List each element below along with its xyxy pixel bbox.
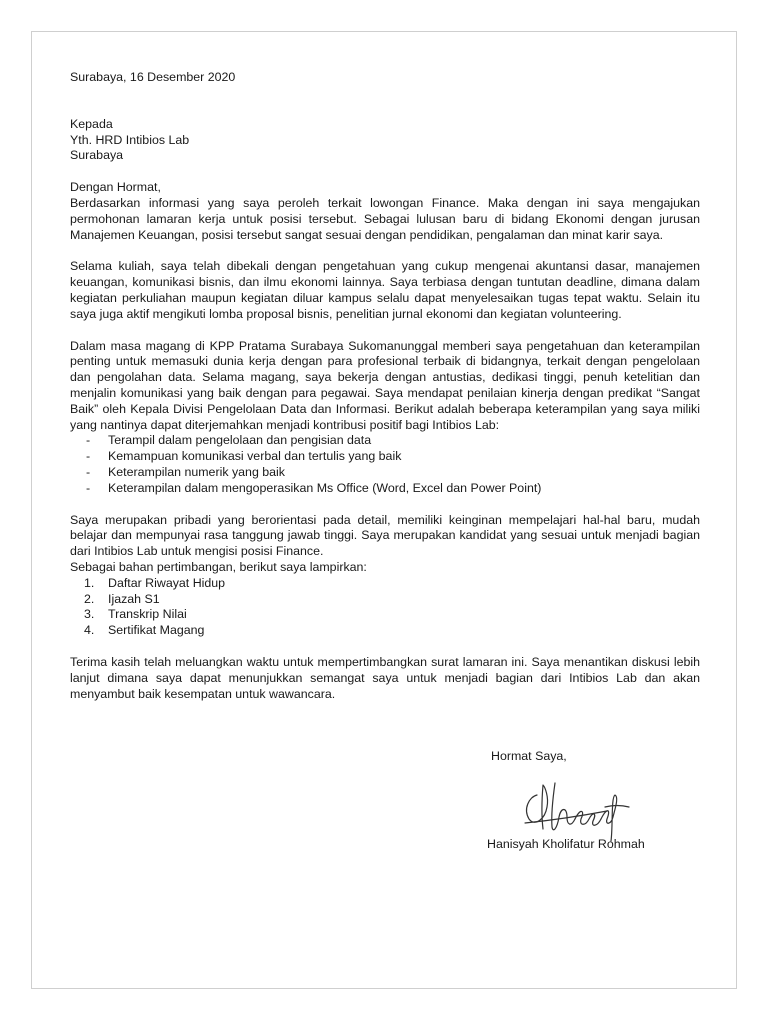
attachment-label: Ijazah S1	[108, 591, 160, 606]
list-item	[70, 592, 700, 608]
paragraph-internship: Dalam masa magang di KPP Pratama Surabaya Sukomanunggal memberi saya pengetahuan dan keterampilan penting untuk memasuki dunia kerja dengan para profesional terbaik di bidangnya, terkait dengan pengelolaan dan pengolahan data. Selama magang, saya bekerja dengan antustias, dedikasi tinggi, penuh ketelitian dan menjalin komunikasi yang baik dengan para pegawai. Saya mendapat penilaian kinerja dengan predikat “Sangat Baik” oleh Kepala Divisi Pengelolaan Data dan Informasi. Berikut adalah beberapa keterampilan yang saya miliki yang nantinya dapat diterjemahkan menjadi kontribusi positif bagi Intibios Lab:	[70, 338, 700, 432]
skills-list	[70, 433, 700, 496]
recipient-line: Yth. HRD Intibios Lab	[70, 132, 190, 147]
list-number: 2.	[84, 591, 95, 606]
letter-body	[70, 70, 700, 851]
attachments-intro: Sebagai bahan pertimbangan, berikut saya lampirkan:	[70, 559, 367, 574]
paragraph-intro: Berdasarkan informasi yang saya peroleh terkait lowongan Finance. Maka dengan ini saya mengajukan permohonan lamaran kerja untuk posisi tersebut. Sebagai lulusan baru di bidang Ekonomi dengan jurusan Manajemen Keuangan, posisi tersebut sangat sesuai dengan pendidikan, pengalaman dan minat karir saya.	[70, 195, 700, 242]
attachment-label: Transkrip Nilai	[108, 607, 187, 622]
paragraph-closing: Terima kasih telah meluangkan waktu untuk mempertimbangkan surat lamaran ini. Saya menantikan diskusi lebih lanjut dimana saya dapat menunjukkan semangat saya untuk menjadi bagian dari Intibios Lab dan akan menyambut baik kesempatan untuk wawancara.	[70, 654, 700, 701]
recipient-line: Surabaya	[70, 148, 124, 163]
closing-phrase: Hormat Saya,	[491, 749, 567, 763]
list-item	[70, 607, 700, 623]
skill-text: Keterampilan dalam mengoperasikan Ms Office (Word, Excel dan Power Point)	[108, 480, 542, 495]
bullet-dash: -	[86, 480, 91, 495]
attachment-label: Sertifikat Magang	[108, 623, 205, 638]
salutation: Dengan Hormat,	[70, 180, 161, 195]
attachments-list	[70, 576, 700, 639]
skill-text: Terampil dalam pengelolaan dan pengisian data	[108, 433, 372, 448]
recipient-line: Kepada	[70, 116, 113, 131]
list-item	[70, 465, 700, 481]
skill-text: Kemampuan komunikasi verbal dan tertulis yang baik	[108, 449, 402, 464]
paragraph-personality: Saya merupakan pribadi yang berorientasi pada detail, memiliki keinginan mempelajari hal-hal baru, mudah belajar dan mempunyai rasa tanggung jawab tinggi. Saya merupakan kandidat yang sesuai untuk menjadi bagian dari Intibios Lab untuk mengisi posisi Finance.	[70, 512, 700, 559]
letter-page	[31, 31, 737, 989]
signer-name: Hanisyah Kholifatur Rohmah	[487, 836, 645, 851]
list-number: 4.	[84, 623, 95, 638]
list-item	[70, 623, 700, 639]
bullet-dash: -	[86, 464, 91, 479]
letter-date: Surabaya, 16 Desember 2020	[70, 70, 236, 84]
signature-block	[487, 749, 691, 853]
list-item	[70, 481, 700, 497]
bullet-dash: -	[86, 449, 91, 464]
skill-text: Keterampilan numerik yang baik	[108, 464, 286, 479]
list-item	[70, 433, 700, 449]
list-item	[70, 449, 700, 465]
bullet-dash: -	[86, 433, 91, 448]
list-number: 3.	[84, 607, 95, 622]
list-number: 1.	[84, 575, 95, 590]
handwritten-signature	[515, 767, 635, 845]
recipient-address	[70, 117, 700, 164]
paragraph-education: Selama kuliah, saya telah dibekali dengan pengetahuan yang cukup mengenai akuntansi dasar, manajemen keuangan, komunikasi bisnis, dan ilmu ekonomi lainnya. Saya terbiasa dengan tuntutan deadline, dimana dalam kegiatan perkuliahan maupun kegiatan diluar kampus selalu dapat menyelesaikan tugas tepat waktu. Selain itu saya juga aktif mengikuti lomba proposal bisnis, penelitian jurnal ekonomi dan kegiatan volunteering.	[70, 259, 700, 321]
attachment-label: Daftar Riwayat Hidup	[108, 575, 226, 590]
list-item	[70, 576, 700, 592]
